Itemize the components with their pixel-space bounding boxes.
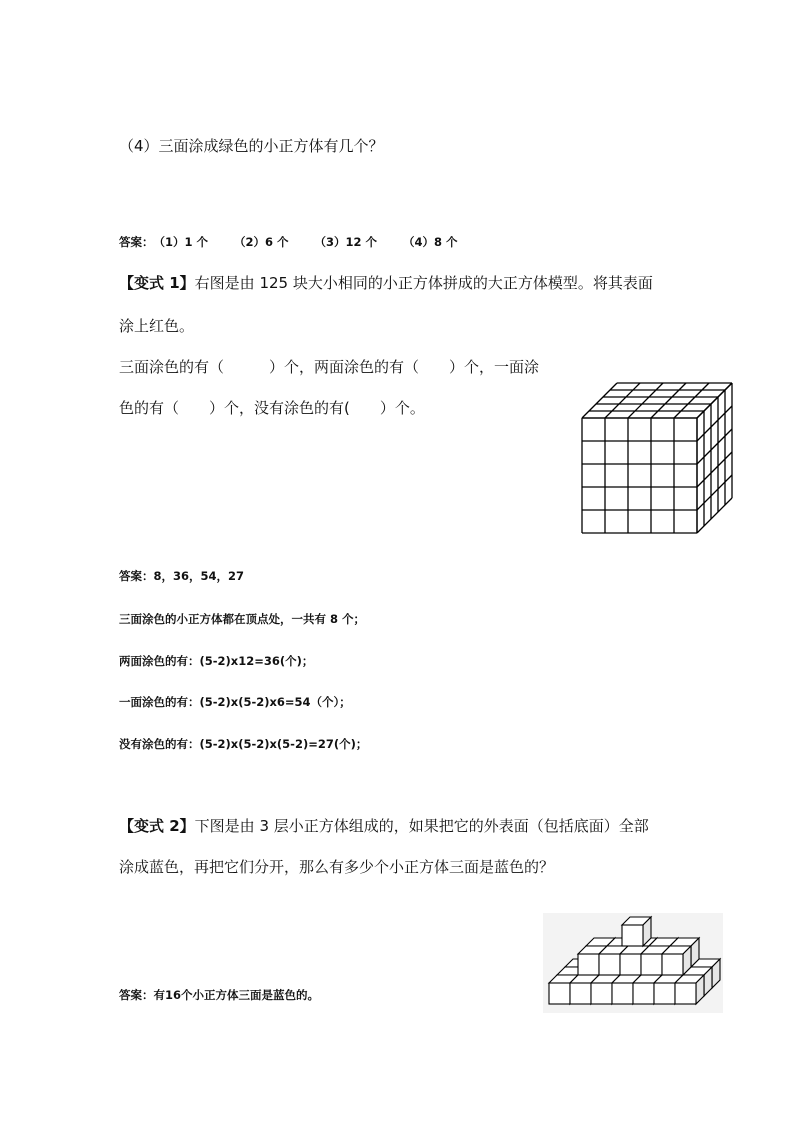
variant2-tag: 【变式 2】 (119, 817, 195, 835)
explanation-1: 三面涂色的小正方体都在顶点处，一共有 8 个； (119, 612, 366, 626)
variant2-answer (119, 985, 319, 1005)
answer-part-1: （1）1 个 (153, 235, 209, 249)
answer-values: 8，36，54，27 (153, 569, 245, 583)
variant2-text1: 下图是由 3 层小正方体组成的，如果把它的外表面（包括底面）全部 (194, 817, 649, 835)
variant1-line1 (119, 273, 653, 293)
variant1-line4: 色的有（ ）个，没有涂色的有( ）个。 (119, 399, 425, 417)
variant2-line1 (119, 816, 649, 836)
explanation-4: 没有涂色的有：(5-2)x(5-2)x(5-2)=27(个)； (119, 737, 368, 751)
explanation-3: 一面涂色的有：(5-2)x(5-2)x6=54（个）； (119, 695, 351, 709)
answer-part-3: （3）12 个 (314, 235, 378, 249)
pyramid-figure (543, 913, 723, 1013)
variant2-line2: 涂成蓝色，再把它们分开，那么有多少个小正方体三面是蓝色的？ (119, 858, 555, 876)
variant1-tag: 【变式 1】 (119, 274, 195, 292)
variant1-line3: 三面涂色的有（ ）个，两面涂色的有（ ）个，一面涂 (119, 358, 540, 376)
answer-label: 答案： (119, 569, 154, 583)
answer-1 (119, 232, 484, 252)
variant1-line2: 涂上红色。 (119, 317, 195, 335)
answer-label: 答案： (119, 235, 154, 249)
question-4: （4）三面涂成绿色的小正方体有几个？ (119, 137, 384, 155)
cube-figure (578, 376, 740, 538)
answer-label: 答案： (119, 988, 154, 1002)
answer-part-4: （4）8 个 (403, 235, 458, 249)
variant1-answer (119, 566, 244, 586)
variant1-text1: 右图是由 125 块大小相同的小正方体拼成的大正方体模型。将其表面 (194, 274, 653, 292)
answer-part-2: （2）6 个 (234, 235, 289, 249)
explanation-2: 两面涂色的有：(5-2)x12=36(个)； (119, 654, 314, 668)
answer-text: 有16个小正方体三面是蓝色的。 (153, 988, 320, 1002)
